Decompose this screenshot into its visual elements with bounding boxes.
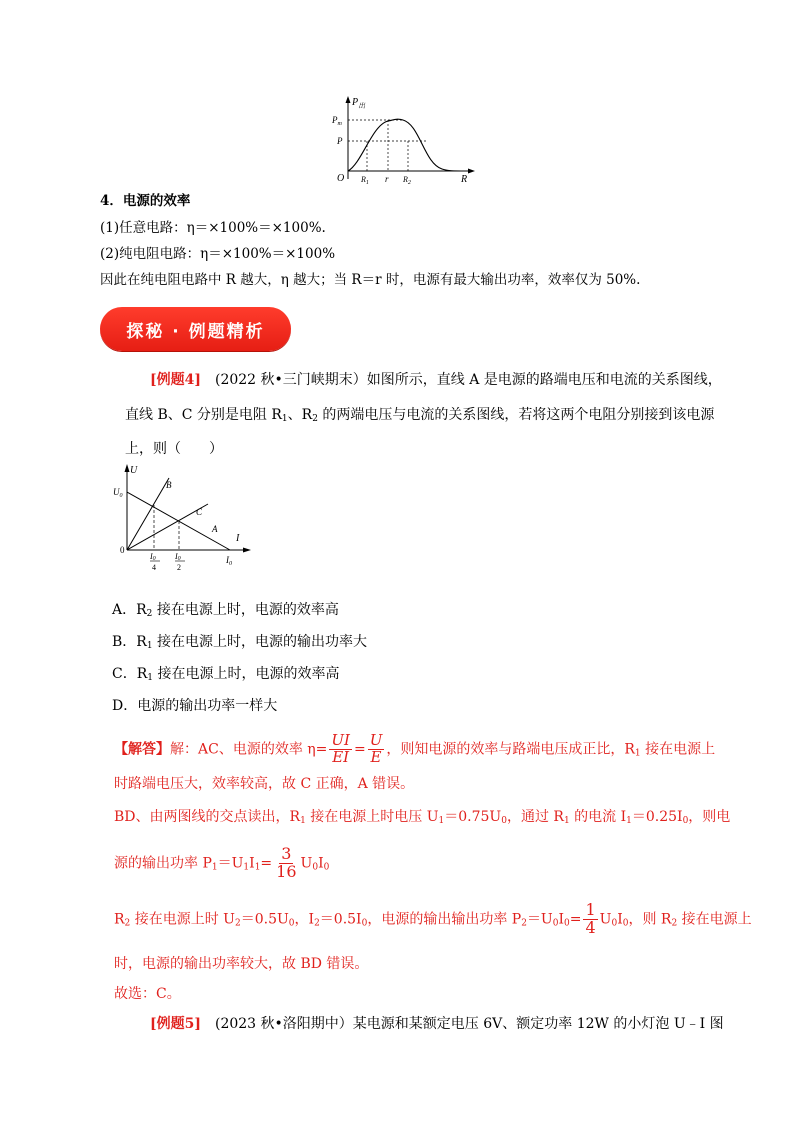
output-power-vs-resistance-figure <box>328 93 478 185</box>
answer-line5: $R_2$ 接在电源上时 $U_2=0.5U_0$，$I_2=0.5I_0$，电源的输出输出功率 $P_2=U_0I_0=$ $\frac{1}{4}$ $U_0I_0$，则 $R_2$ 接在电源上 <box>114 900 752 937</box>
i0-label: $I_0$ <box>226 555 232 567</box>
origin-label: O <box>337 173 345 184</box>
section-banner <box>100 307 291 351</box>
example5-tag: [例题5] <box>150 1016 201 1032</box>
x-axis-label: R <box>461 174 468 185</box>
banner-label: 探秘 · 例题精析 <box>126 321 265 342</box>
answer-line1: 【解答】解：AC、电源的效率 η= $\frac{UI}{EI}$ = $\frac{U}{E}$ ，则知电源的效率与路端电压成正比，$R_1$ 接在电源上 <box>114 731 716 766</box>
r2-label: $R_2$ <box>403 175 411 185</box>
answer-line4: 源的输出功率 $P_1=U_1I_1=$ $\frac{3}{16}$ $U_0I_0$ <box>114 844 330 881</box>
efficiency-fraction-u-e: $\frac{U}{E}$ <box>369 731 383 766</box>
section-heading: 4．电源的效率 <box>100 193 191 209</box>
line-b-label: B <box>166 480 172 490</box>
tick-i0-over-2-den: 2 <box>177 563 181 572</box>
pm-label: $P_m$ <box>332 115 342 127</box>
option-d[interactable]: D．电源的输出功率一样大 <box>112 698 278 714</box>
tick-i0-over-2-num: I0 <box>175 552 181 562</box>
answer-line3: BD、由两图线的交点读出，$R_1$ 接在电源上时电压 $U_1=0.75U_0$，通过 $R_1$ 的电流 $I_1=0.25I_0$，则电 <box>114 809 731 826</box>
answer-line2: 时路端电压大，效率较高，故 C 正确，A 错误。 <box>114 776 415 792</box>
efficiency-any-circuit: (1)任意电路：η＝×100%＝×100%. <box>100 220 326 236</box>
example5-text: (2023 秋•洛阳期中）某电源和某额定电压 6V、额定功率 12W 的小灯泡 U﹣I 图 <box>201 1016 724 1032</box>
example4-line3: 上，则（ ） <box>125 441 223 457</box>
option-a[interactable]: A．$R_2$ 接在电源上时，电源的效率高 <box>112 602 339 619</box>
u-axis-label: U <box>130 465 138 476</box>
tick-i0-over-4-num: I0 <box>150 552 156 562</box>
answer-line6: 时，电源的输出功率较大，故 BD 错误。 <box>114 956 369 972</box>
origin-label: 0 <box>120 545 125 555</box>
r-label: r <box>385 174 389 184</box>
u-i-graph-figure <box>112 460 257 580</box>
example4-tag: [例题4] <box>150 372 201 388</box>
y-axis-label: $P_出$ <box>352 97 366 110</box>
efficiency-conclusion: 因此在纯电阻电路中 R 越大，η 越大；当 R＝r 时，电源有最大输出功率，效率仅为 50%. <box>100 272 641 288</box>
fraction-1-4: $\frac{1}{4}$ <box>585 900 596 937</box>
i-axis-label: I <box>236 533 240 544</box>
example4-line2: 直线 B、C 分别是电阻 $R_1$、$R_2$ 的两端电压与电流的关系图线，若将这两个电阻分别接到该电源 <box>125 407 715 424</box>
fraction-3-16: $\frac{3}{16}$ <box>276 844 297 881</box>
r1-label: $R_1$ <box>361 175 369 185</box>
option-c[interactable]: C．$R_1$ 接在电源上时，电源的效率高 <box>112 666 340 683</box>
option-b[interactable]: B．$R_1$ 接在电源上时，电源的输出功率大 <box>112 634 368 651</box>
efficiency-fraction-ui-ei: $\frac{UI}{EI}$ <box>331 731 350 766</box>
example4-line1-text: (2022 秋•三门峡期末）如图所示，直线 A 是电源的路端电压和电流的关系图线， <box>201 372 722 388</box>
line-c-label: C <box>196 507 203 517</box>
answer-tag: 【解答】 <box>114 741 170 758</box>
example4-line1 <box>150 371 722 389</box>
u0-label: $U_0$ <box>113 487 123 499</box>
p-label: P <box>337 136 343 146</box>
answer-line7: 故选：C。 <box>114 986 181 1002</box>
efficiency-pure-resistor: (2)纯电阻电路：η＝×100%＝×100% <box>100 246 336 262</box>
example5-line1 <box>150 1015 724 1033</box>
line-a-label: A <box>212 524 218 534</box>
tick-i0-over-4-den: 4 <box>152 563 156 572</box>
